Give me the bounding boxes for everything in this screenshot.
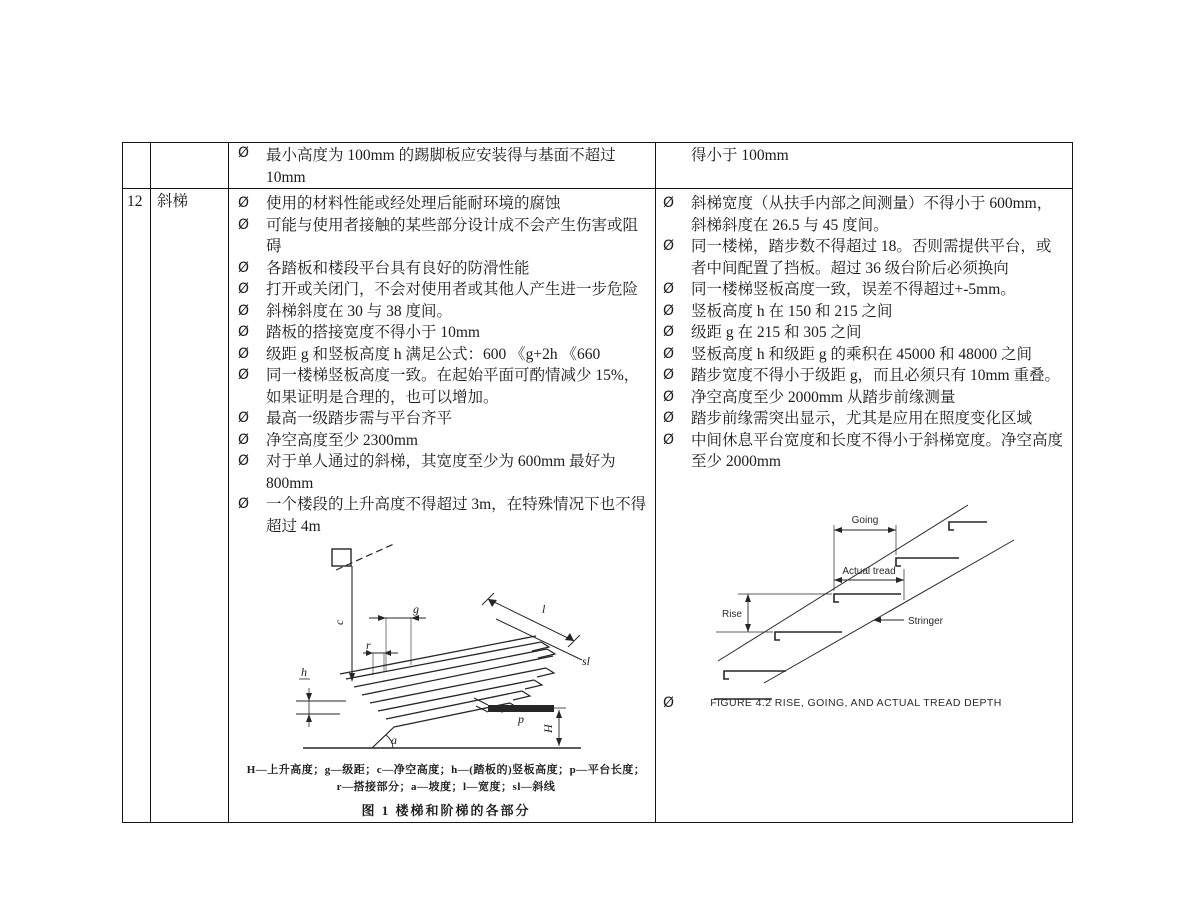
handrail-box — [332, 549, 351, 566]
row-number: 12 — [123, 189, 151, 823]
fig1-label-a: a — [391, 733, 397, 747]
fig1-label-H: H — [541, 724, 555, 733]
list-item-text: 斜梯斜度在 30 与 38 度间。 — [266, 302, 453, 320]
list-item-text: 级距 g 在 215 和 305 之间 — [691, 324, 862, 341]
list-item — [229, 279, 655, 301]
list-item — [656, 344, 1072, 366]
fig1-label-p: p — [518, 712, 524, 726]
bullet-icon: Ø — [238, 216, 250, 233]
carryover-left-cell — [229, 143, 656, 189]
list-item — [229, 494, 655, 537]
table-row-carryover — [123, 143, 1073, 189]
fig1-label-c: c — [332, 619, 346, 625]
figure2-caption: FIGURE 4.2 RISE, GOING, AND ACTUAL TREAD DEPTH — [710, 696, 1002, 709]
list-item-text: 竖板高度 h 在 150 和 215 之间 — [691, 302, 893, 320]
carryover-category-cell — [151, 143, 229, 189]
carryover-number-cell — [123, 143, 151, 189]
table-row-12 — [123, 189, 1073, 823]
bullet-icon: Ø — [663, 238, 675, 254]
list-item-text: 最小高度为 100mm 的踢脚板应安装得与基面不超过 10mm — [266, 147, 616, 186]
figure2-svg — [696, 503, 1016, 718]
list-item-text: 竖板高度 h 和级距 g 的乘积在 45000 和 48000 之间 — [691, 345, 1033, 363]
bullet-icon: Ø — [663, 302, 675, 319]
list-item-text: 使用的材料性能或经处理后能耐环境的腐蚀 — [266, 195, 561, 212]
list-item-text: 踏步宽度不得小于级距 g，而且必须只有 10mm 重叠。 — [691, 367, 1060, 384]
list-item — [656, 430, 1072, 473]
list-item-text: 级距 g 和竖板高度 h 满足公式：600 《g+2h 《660 — [266, 345, 601, 363]
bullet-icon: Ø — [663, 367, 675, 383]
bullet-icon: Ø — [663, 195, 675, 211]
bullet-icon: Ø — [238, 453, 250, 469]
bullet-icon: Ø — [663, 324, 675, 340]
list-item — [229, 301, 655, 323]
list-item-text: 斜梯宽度（从扶手内部之间测量）不得小于 600mm，斜梯斜度在 26.5 与 45 度间。 — [691, 195, 1053, 234]
fig2-label-stringer: Stringer — [908, 615, 944, 627]
list-item-text: 同一楼梯竖板高度一致，误差不得超过+-5mm。 — [691, 281, 1016, 298]
figure1-title: 图 1 楼梯和阶梯的各部分 — [361, 803, 531, 818]
fig1-label-l: l — [542, 602, 546, 616]
list-item — [229, 451, 655, 494]
fig2-label-rise: Rise — [721, 608, 742, 620]
left-bullet-list — [229, 189, 655, 537]
list-item — [229, 344, 655, 366]
list-item — [656, 279, 1072, 301]
bullet-icon: Ø — [663, 281, 675, 297]
list-item — [656, 387, 1072, 409]
list-item-text: 净空高度至少 2300mm — [266, 431, 418, 449]
bullet-icon: Ø — [238, 302, 250, 319]
bullet-icon: Ø — [238, 195, 250, 211]
list-item — [656, 365, 1072, 387]
spec-table — [122, 142, 1073, 823]
bullet-icon: Ø — [663, 431, 675, 448]
figure2-tread-diagram — [696, 503, 1072, 718]
list-item — [229, 365, 655, 408]
bullet-icon: Ø — [238, 496, 250, 512]
stringer-line-lower — [764, 540, 1014, 683]
fig2-label-actual-tread: Actual tread — [842, 565, 896, 577]
list-item-text: 踏步前缘需突出显示，尤其是应用在照度变化区域 — [691, 410, 1033, 427]
fig1-label-h: h — [301, 665, 307, 679]
bullet-icon: Ø — [238, 367, 250, 383]
list-item — [656, 236, 1072, 279]
list-item — [229, 215, 655, 258]
list-item-text: 一个楼段的上升高度不得超过 3m，在特殊情况下也不得超过 4m — [266, 496, 647, 535]
list-item — [229, 322, 655, 344]
list-item-text: 各踏板和楼段平台具有良好的防滑性能 — [266, 259, 530, 277]
figure1-svg — [296, 541, 596, 756]
list-item — [229, 430, 655, 452]
figure1-legend-line2: r—搭接部分；a—坡度；l—宽度；sl—斜线 — [336, 781, 556, 793]
list-item-text: 同一楼梯，踏步数不得超过 18。否则需提供平台，或者中间配置了挡板。超过 36 级台阶后必须换向 — [691, 238, 1052, 277]
list-item — [656, 143, 1072, 167]
list-item — [229, 143, 655, 188]
carryover-right-cell — [656, 143, 1073, 189]
list-item — [656, 408, 1072, 430]
bullet-icon: Ø — [663, 410, 675, 426]
list-item-text: 最高一级踏步需与平台齐平 — [266, 410, 453, 427]
row12-left-cell — [229, 189, 656, 823]
fig1-label-g: g — [413, 602, 419, 616]
list-item-text: 打开或关闭门，不会对使用者或其他人产生进一步危险 — [266, 281, 639, 298]
bullet-icon: Ø — [238, 324, 250, 340]
list-item — [656, 301, 1072, 323]
row-category: 斜梯 — [151, 189, 229, 823]
list-item-text: 净空高度至少 2000mm 从踏步前缘测量 — [691, 388, 956, 406]
list-item-text: 得小于 100mm — [691, 147, 789, 164]
list-item — [229, 408, 655, 430]
bullet-icon: Ø — [238, 281, 250, 297]
figure1-legend-line1: H—上升高度；g—级距；c—净空高度；h—(踏板的)竖板高度；p—平台长度； — [246, 764, 646, 776]
fig2-label-going: Going — [851, 514, 879, 526]
bullet-icon: Ø — [238, 145, 250, 161]
right-bullet-list — [656, 189, 1072, 473]
bullet-icon: Ø — [663, 345, 675, 362]
list-item — [656, 322, 1072, 344]
list-item-text: 对于单人通过的斜梯，其宽度至少为 600mm 最好为 800mm — [266, 453, 616, 492]
list-item-text: 同一楼梯竖板高度一致。在起始平面可酌情减少 15%，如果证明是合理的，也可以增加。 — [266, 367, 640, 406]
figure1-stairs-diagram — [246, 541, 655, 822]
list-item-text: 中间休息平台宽度和长度不得小于斜梯宽度。净空高度至少 2000mm — [691, 431, 1064, 470]
list-item — [229, 258, 655, 280]
list-item — [656, 193, 1072, 236]
bullet-icon: Ø — [238, 259, 250, 276]
list-item-text: 踏板的搭接宽度不得小于 10mm — [266, 324, 480, 341]
list-item-text: 可能与使用者接触的某些部分设计成不会产生伤害或阻碍 — [266, 216, 639, 255]
bullet-icon: Ø — [238, 431, 250, 448]
bullet-icon: Ø — [238, 410, 250, 426]
list-item — [229, 193, 655, 215]
row12-right-cell — [656, 189, 1073, 823]
bullet-icon: Ø — [238, 345, 250, 362]
fig1-label-sl: sl — [582, 654, 591, 668]
fig1-label-r: r — [366, 638, 371, 652]
bullet-icon: Ø — [663, 695, 675, 711]
figure1-caption — [236, 762, 656, 822]
bullet-icon: Ø — [663, 388, 675, 405]
